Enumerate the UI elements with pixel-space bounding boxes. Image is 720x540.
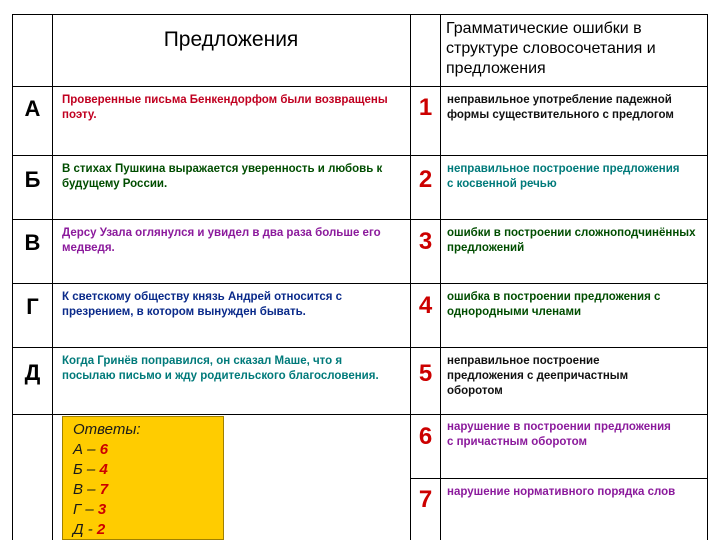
row-error-6: нарушение в построении предложения с причастным оборотом (447, 421, 671, 448)
answer-letter: Г – (73, 501, 98, 518)
row-error-1: неправильное употребление падежной формы существительного с предлогом (447, 94, 674, 121)
answer-a (73, 440, 223, 460)
table-divider-number (410, 14, 411, 540)
row-sentence-v: Дерсу Узала оглянулся и увидел в два раза больше его медведя. (62, 227, 381, 254)
table-border-top (12, 14, 708, 15)
row-sentence-d: Когда Гринёв поправился, он сказал Маше, что я посылаю письмо и жду родительского благословения. (62, 355, 379, 382)
row-letter-a: А (24, 96, 41, 121)
row-sentence-a: Проверенные письма Бенкендорфом были возвращены поэту. (62, 94, 388, 121)
answer-letter: А – (73, 441, 100, 458)
answer-letter: Б – (73, 461, 100, 478)
row-divider-2 (12, 155, 708, 156)
answer-value: 2 (96, 521, 106, 538)
row-sentence-g: К светскому обществу князь Андрей относится с презрением, в котором вынужден бывать. (62, 291, 343, 318)
answer-value: 7 (99, 481, 109, 498)
row-number-7: 7 (418, 486, 433, 513)
row-letter-g: Г (26, 294, 39, 319)
row-divider-3 (12, 219, 708, 220)
answer-letter: Д - (73, 521, 97, 538)
answer-v (73, 480, 223, 500)
answers-title: Ответы: (73, 421, 141, 438)
table-divider-letter (52, 14, 53, 540)
row-number-5: 5 (418, 360, 433, 387)
row-sentence-b: В стихах Пушкина выражается уверенность и любовь к будущему России. (62, 163, 383, 190)
row-error-2: неправильное построение предложения с косвенной речью (447, 163, 680, 190)
row-error-7: нарушение нормативного порядка слов (447, 486, 676, 498)
row-number-1: 1 (418, 94, 433, 121)
table-divider-error (440, 14, 441, 540)
answer-g (73, 500, 223, 520)
row-divider-5 (12, 347, 708, 348)
answer-value: 6 (99, 441, 109, 458)
row-divider-6 (12, 414, 708, 415)
row-divider-7 (410, 478, 708, 479)
row-number-6: 6 (418, 423, 433, 450)
row-number-2: 2 (418, 166, 433, 193)
answer-value: 4 (99, 461, 108, 478)
row-letter-b: Б (24, 167, 41, 192)
table-border-right (707, 14, 708, 540)
answer-letter: В – (73, 481, 100, 498)
table-border-left (12, 14, 13, 540)
header-errors: Грамматические ошибки в структуре словосочетания и предложения (446, 20, 656, 77)
answer-value: 3 (97, 501, 107, 518)
answer-b (73, 460, 223, 480)
answers-box (62, 416, 224, 540)
row-number-3: 3 (418, 228, 433, 255)
answer-d (73, 520, 223, 540)
row-number-4: 4 (418, 292, 433, 319)
row-divider-4 (12, 283, 708, 284)
row-divider-1 (12, 86, 708, 87)
row-letter-v: В (24, 230, 41, 255)
row-error-5: неправильное построение предложения с деепричастным оборотом (447, 355, 629, 397)
row-error-3: ошибки в построении сложноподчинённых предложений (447, 227, 696, 254)
header-sentences: Предложения (163, 28, 299, 51)
row-error-4: ошибка в построении предложения с однородными членами (447, 291, 661, 318)
row-letter-d: Д (24, 360, 41, 385)
